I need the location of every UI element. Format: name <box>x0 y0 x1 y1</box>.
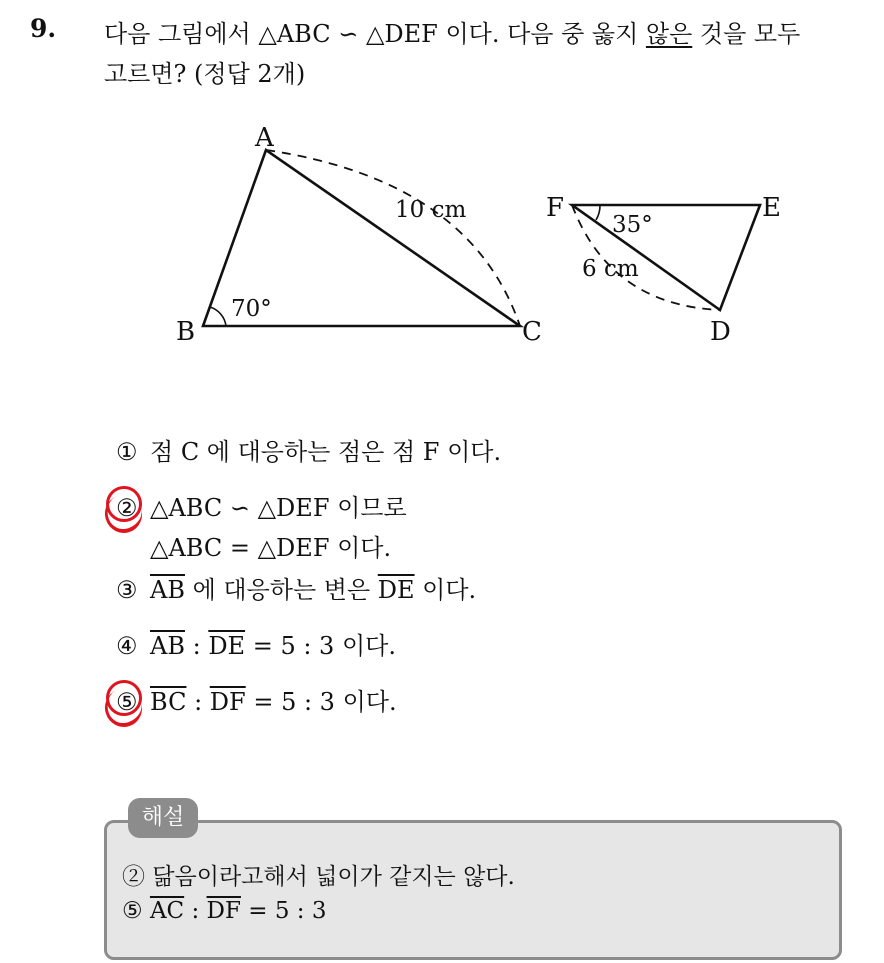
vertex-c-label: C <box>522 317 542 347</box>
option-3-number: ③ <box>116 576 138 604</box>
option-4-number: ④ <box>116 632 138 660</box>
option-5[interactable]: ⑤ $\overline{BC}$ : $\overline{DF} = 5$ : 3 이다. <box>116 688 397 716</box>
explanation-line2: ⑤ $\overline{AC}$ : $\overline{DF} = 5$ : 3 <box>122 898 327 924</box>
option-5-number: ⑤ <box>116 688 138 716</box>
underlined-word: 않은 <box>645 20 693 48</box>
option-2-text-line2: △ABC = △DEF 이다. <box>150 534 392 562</box>
vertex-b-label: B <box>176 317 196 347</box>
option-3[interactable]: ③ $\overline{AB}$ 에 대응하는 변은 $\overline{DE}$ 이다. <box>116 576 477 604</box>
vertex-f-label: F <box>546 193 565 223</box>
angle-b-label: 70° <box>231 296 272 322</box>
option-1-text: 점 C 에 대응하는 점은 점 F 이다. <box>150 438 502 466</box>
vertex-a-label: A <box>255 123 274 153</box>
angle-b-arc <box>210 307 226 326</box>
option-2-text: △ABC ∽ △DEF 이므로 <box>150 494 407 522</box>
question-text-line1: 다음 그림에서 △ABC ∽ △DEF 이다. 다음 중 옳지 않은 것을 모두 <box>104 20 801 48</box>
angle-f-label: 35° <box>612 212 653 238</box>
side-ac-label: 10 cm <box>395 197 467 223</box>
vertex-d-label: D <box>710 317 731 347</box>
question-number: 9. <box>30 14 57 43</box>
side-fd-label: 6 cm <box>582 256 639 282</box>
option-2[interactable] <box>116 488 407 523</box>
option-1[interactable] <box>116 432 501 467</box>
question-text-line2: 고르면? (정답 2개) <box>104 60 306 88</box>
option-1-number: ① <box>116 438 138 466</box>
option-4[interactable]: ④ $\overline{AB}$ : $\overline{DE} = 5$ : 3 이다. <box>116 632 396 660</box>
explanation-line1: ② 닮음이라고해서 넓이가 같지는 않다. <box>122 864 515 890</box>
angle-f-arc <box>596 205 600 220</box>
option-2-number: ② <box>116 494 138 522</box>
explanation-tag: 해설 <box>128 798 198 838</box>
vertex-e-label: E <box>762 193 781 223</box>
